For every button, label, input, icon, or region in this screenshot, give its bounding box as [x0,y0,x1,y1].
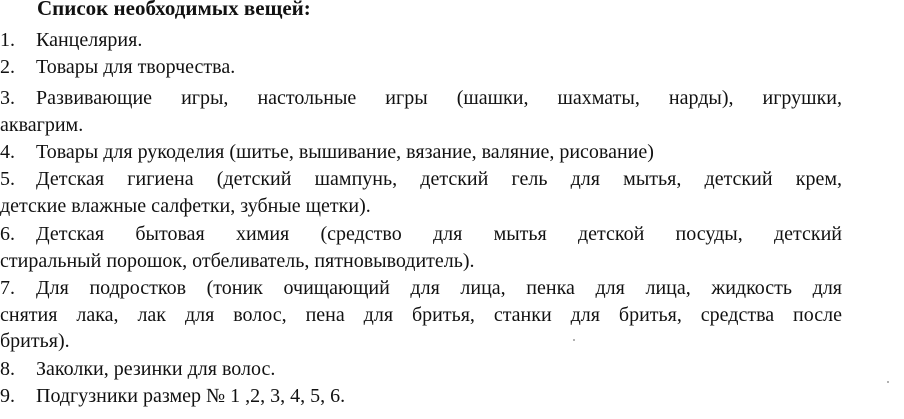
list-item [0,221,842,274]
list-item [0,54,842,81]
item-number: 9. [0,385,15,407]
scan-speck [887,381,889,383]
item-text: Для подростков (тоник очищающий для лица, пенка для лица, жидкость для [36,277,842,299]
item-number: 8. [0,358,15,380]
scan-speck [573,339,575,341]
item-number: 7. [0,277,15,299]
item-text: Развивающие игры, настольные игры (шашки, шахматы, нарды), игрушки, [36,87,842,109]
item-text: Детская гигиена (детский шампунь, детский гель для мытья, детский крем, [36,168,842,190]
item-text: Товары для творчества. [36,56,236,78]
item-number: 3. [0,87,15,109]
item-number: 1. [0,29,15,51]
item-text: Товары для рукоделия (шитье, вышивание, вязание, валяние, рисование) [36,141,654,163]
list-title: Список необходимых вещей: [37,0,311,20]
item-number: 4. [0,141,15,163]
list-item [0,139,842,166]
item-text-continuation: аквагрим. [0,113,84,136]
item-text: Подгузники размер № 1 ,2, 3, 4, 5, 6. [36,385,346,407]
list-item [0,27,842,54]
item-number: 2. [0,56,15,78]
item-text-continuation: детские влажные салфетки, зубные щетки). [0,194,371,217]
item-text: Детская бытовая химия (средство для мытья детской посуды, детский [36,223,842,245]
item-number: 5. [0,168,15,190]
item-text-continuation: стиральный порошок, отбеливатель, пятновыводитель). [0,249,475,272]
item-text: Заколки, резинки для волос. [36,358,276,380]
item-text-continuation: бритья). [0,330,70,352]
list-item [0,275,842,355]
list-item [0,383,842,410]
item-text: Канцелярия. [36,29,143,51]
list-item [0,356,842,383]
list-item [0,166,842,219]
item-number: 6. [0,223,15,245]
list-item [0,85,842,138]
item-text-continuation: снятия лака, лак для волос, пена для бритья, станки для бритья, средства после [0,303,842,326]
